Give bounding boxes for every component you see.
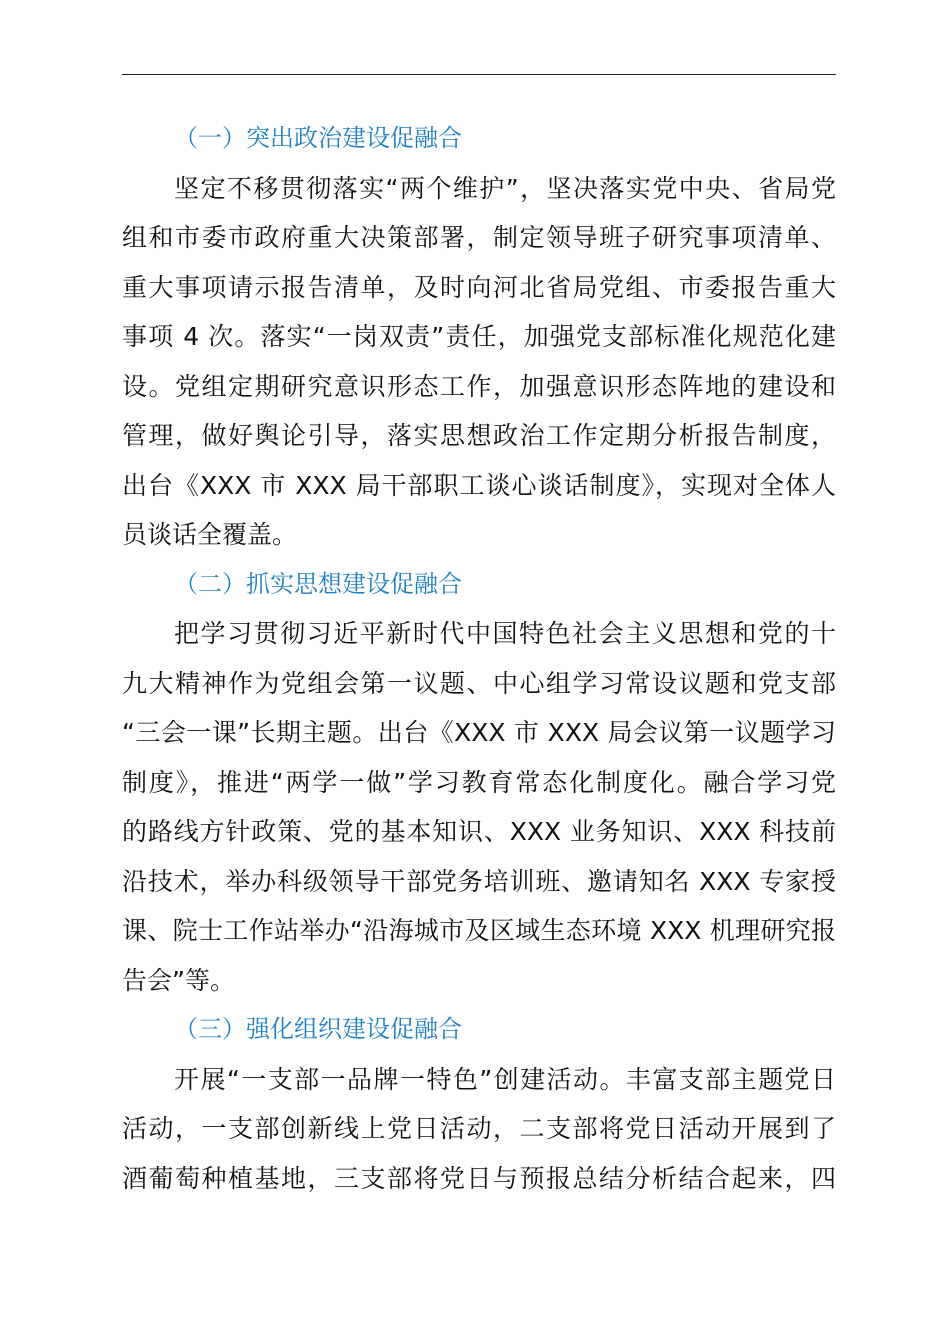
paragraph-line: 课、院士工作站举办“沿海城市及区域生态环境 XXX 机理研究报 [122, 916, 836, 945]
paragraph-line: 组和市委市政府重大决策部署，制定领导班子研究事项清单、 [122, 223, 836, 252]
paragraph-line: 管理，做好舆论引导，落实思想政治工作定期分析报告制度， [122, 421, 836, 450]
paragraph-line: 员谈话全覆盖。 [122, 520, 298, 549]
paragraph-line: 沿技术，举办科级领导干部党务培训班、邀请知名 XXX 专家授 [122, 866, 836, 896]
paragraph-line: “三会一课”长期主题。出台《XXX 市 XXX 局会议第一议题学习 [122, 718, 836, 747]
header-rule [122, 74, 836, 75]
paragraph-line: 出台《XXX 市 XXX 局干部职工谈心谈话制度》，实现对全体人 [122, 470, 836, 500]
paragraph-line: 开展“一支部一品牌一特色”创建活动。丰富支部主题党日 [174, 1064, 836, 1094]
document-body [122, 114, 836, 1203]
paragraph-line: 坚定不移贯彻落实“两个维护”，坚决落实党中央、省局党 [174, 173, 836, 203]
section-paragraph [122, 1055, 836, 1204]
paragraph-line: 事项 4 次。落实“一岗双责”责任，加强党支部标准化规范化建 [122, 322, 836, 351]
section-1 [122, 114, 836, 560]
paragraph-line: 活动，一支部创新线上党日活动，二支部将党日活动开展到了 [122, 1114, 836, 1143]
paragraph-line: 设。党组定期研究意识形态工作，加强意识形态阵地的建设和 [122, 371, 836, 401]
section-2 [122, 560, 836, 1006]
paragraph-line: 酒葡萄种植基地，三支部将党日与预报总结分析结合起来，四 [122, 1163, 836, 1193]
paragraph-line: 告会”等。 [122, 965, 235, 995]
section-heading: （二）抓实思想建设促融合 [174, 569, 462, 598]
paragraph-line: 制度》，推进“两学一做”学习教育常态化制度化。融合学习党 [122, 767, 836, 797]
paragraph-line: 的路线方针政策、党的基本知识、XXX 业务知识、XXX 科技前 [122, 817, 836, 846]
paragraph-line: 重大事项请示报告清单，及时向河北省局党组、市委报告重大 [122, 272, 836, 302]
section-3 [122, 1005, 836, 1203]
section-heading: （三）强化组织建设促融合 [174, 1015, 462, 1043]
paragraph-line: 把学习贯彻习近平新时代中国特色社会主义思想和党的十 [174, 619, 836, 648]
section-heading: （一）突出政治建设促融合 [174, 124, 462, 152]
section-paragraph [122, 609, 836, 1005]
paragraph-line: 九大精神作为党组会第一议题、中心组学习常设议题和党支部 [122, 668, 836, 698]
section-paragraph [122, 164, 836, 560]
